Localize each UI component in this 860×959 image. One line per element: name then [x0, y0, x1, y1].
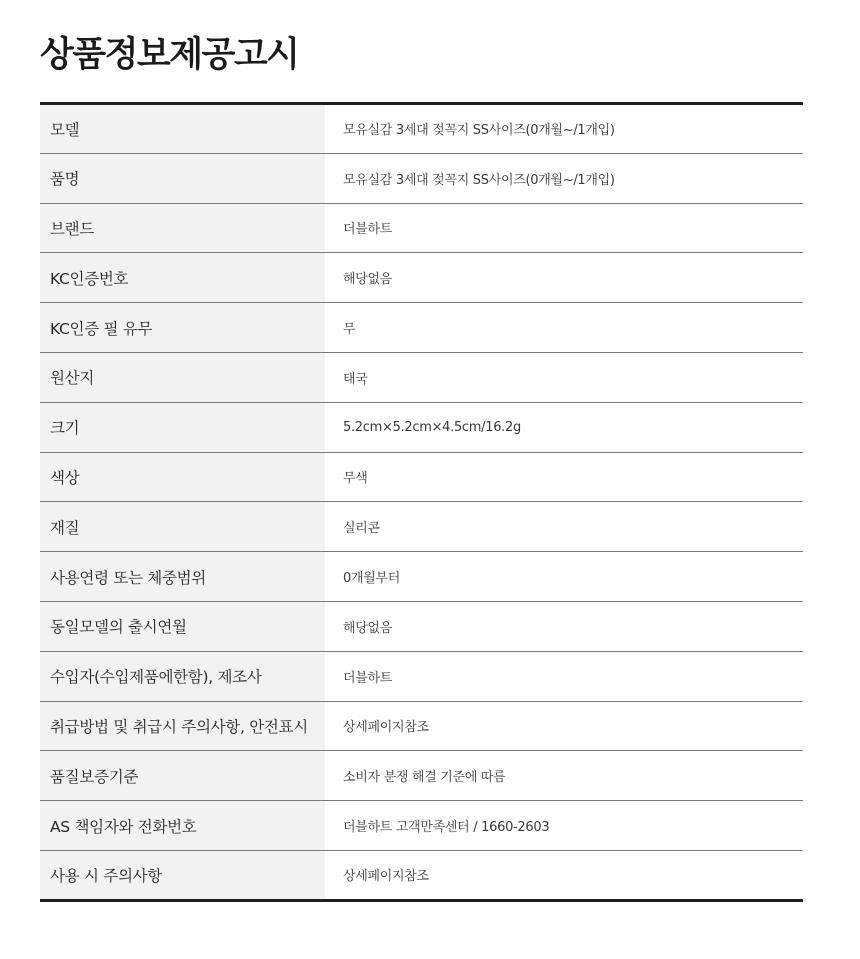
row-value: 태국: [325, 352, 803, 402]
table-row-manufacturer: [40, 651, 803, 701]
row-label: 품질보증기준: [40, 751, 325, 801]
row-value: 모유실감 3세대 젖꼭지 SS사이즈(0개월~/1개입): [325, 153, 803, 203]
row-value: 더블하트: [325, 203, 803, 253]
row-value: 5.2cm×5.2cm×4.5cm/16.2g: [325, 402, 803, 452]
row-label: 수입자(수입제품에한함), 제조사: [40, 651, 325, 701]
table-row-color: [40, 452, 803, 502]
product-info-table: [40, 102, 803, 902]
row-label: 품명: [40, 153, 325, 203]
row-value: 실리콘: [325, 502, 803, 552]
row-value: 무색: [325, 452, 803, 502]
row-label: 동일모델의 출시연월: [40, 601, 325, 651]
row-value: 해당없음: [325, 601, 803, 651]
page-title: 상품정보제공고시: [40, 35, 299, 75]
table-row-release-date: [40, 601, 803, 651]
table-row-precautions: [40, 850, 803, 900]
row-label: 사용연령 또는 체중범위: [40, 552, 325, 602]
table-row-size: [40, 402, 803, 452]
row-label: AS 책임자와 전화번호: [40, 801, 325, 851]
row-label: KC인증번호: [40, 253, 325, 303]
table-row-warranty: [40, 751, 803, 801]
row-label: 원산지: [40, 352, 325, 402]
table-row-kc-certified: [40, 303, 803, 353]
row-label: 크기: [40, 402, 325, 452]
row-label: 취급방법 및 취급시 주의사항, 안전표시: [40, 701, 325, 751]
row-value: 무: [325, 303, 803, 353]
row-label: 색상: [40, 452, 325, 502]
row-value: 모유실감 3세대 젖꼭지 SS사이즈(0개월~/1개입): [343, 123, 615, 139]
table-row-as-contact: [40, 801, 803, 851]
product-info-table-body: [40, 104, 803, 901]
table-row-handling: [40, 701, 803, 751]
table-row-origin: [40, 352, 803, 402]
table-row-brand: [40, 203, 803, 253]
row-value: 상세페이지참조: [325, 701, 803, 751]
row-label: 사용 시 주의사항: [40, 850, 325, 900]
row-value: 해당없음: [325, 253, 803, 303]
table-row-kc-number: [40, 253, 803, 303]
row-value: 더블하트: [325, 651, 803, 701]
table-row-material: [40, 502, 803, 552]
table-row-model: [40, 104, 803, 154]
row-value: 0개월부터: [325, 552, 803, 602]
row-value: 상세페이지참조: [325, 850, 803, 900]
row-label: 재질: [40, 502, 325, 552]
table-row-age-range: [40, 552, 803, 602]
row-label: KC인증 필 유무: [40, 303, 325, 353]
row-label: 브랜드: [40, 203, 325, 253]
row-label: 모델: [40, 104, 325, 154]
table-row-product-name: [40, 153, 803, 203]
row-value: 소비자 분쟁 해결 기준에 따름: [325, 751, 803, 801]
row-value: 더블하트 고객만족센터 / 1660-2603: [325, 801, 803, 851]
